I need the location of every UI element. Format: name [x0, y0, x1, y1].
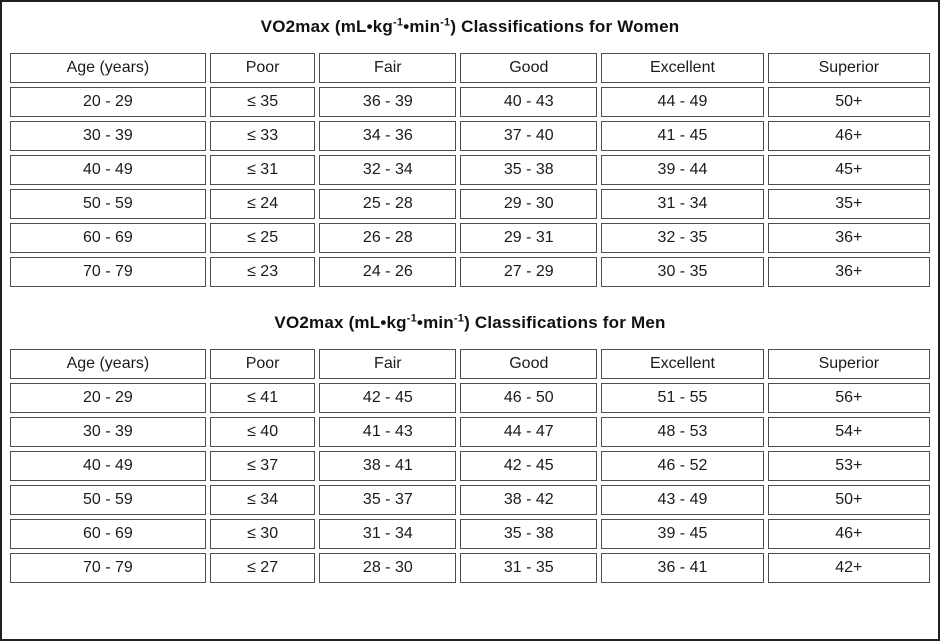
title-text: ) Classifications for Women	[450, 17, 680, 36]
table-cell: ≤ 31	[210, 155, 316, 185]
table-cell: 46 - 50	[460, 383, 597, 413]
table-cell: 70 - 79	[10, 553, 206, 583]
table-cell: 30 - 35	[601, 257, 763, 287]
men-table	[6, 345, 934, 587]
table-cell: 46+	[768, 121, 930, 151]
table-cell: 50 - 59	[10, 485, 206, 515]
table-cell: 38 - 41	[319, 451, 456, 481]
table-cell: 32 - 35	[601, 223, 763, 253]
table-cell: 32 - 34	[319, 155, 456, 185]
table-cell: 48 - 53	[601, 417, 763, 447]
table-cell: 25 - 28	[319, 189, 456, 219]
table-row	[10, 417, 930, 447]
table-cell: 34 - 36	[319, 121, 456, 151]
table-cell: 60 - 69	[10, 223, 206, 253]
table-cell: 40 - 49	[10, 155, 206, 185]
header-row	[10, 349, 930, 379]
table-cell: 20 - 29	[10, 87, 206, 117]
title-superscript: -1	[453, 312, 465, 325]
table-cell: 44 - 49	[601, 87, 763, 117]
table-cell: 39 - 45	[601, 519, 763, 549]
table-cell: 50+	[768, 485, 930, 515]
table-cell: 46 - 52	[601, 451, 763, 481]
table-cell: 38 - 42	[460, 485, 597, 515]
table-cell: 60 - 69	[10, 519, 206, 549]
column-header-excellent: Excellent	[601, 53, 763, 83]
table-cell: 50+	[768, 87, 930, 117]
column-header-superior: Superior	[768, 349, 930, 379]
table-cell: 42 - 45	[319, 383, 456, 413]
table-cell: ≤ 35	[210, 87, 316, 117]
title-superscript: -1	[406, 312, 417, 325]
table-cell: 46+	[768, 519, 930, 549]
title-text: •min	[403, 17, 441, 36]
table-cell: 53+	[768, 451, 930, 481]
table-cell: 35 - 38	[460, 519, 597, 549]
table-cell: 45+	[768, 155, 930, 185]
table-cell: 30 - 39	[10, 417, 206, 447]
table-cell: 50 - 59	[10, 189, 206, 219]
table-cell: 29 - 31	[460, 223, 597, 253]
table-cell: 35 - 37	[319, 485, 456, 515]
table-cell: 36 - 41	[601, 553, 763, 583]
table-row	[10, 223, 930, 253]
table-row	[10, 87, 930, 117]
column-header-fair: Fair	[319, 349, 456, 379]
table-cell: 30 - 39	[10, 121, 206, 151]
title-superscript: -1	[440, 16, 451, 29]
table-cell: 40 - 49	[10, 451, 206, 481]
title-text: VO2max (mL•kg	[260, 17, 393, 36]
men-table-section	[6, 313, 934, 587]
table-cell: 51 - 55	[601, 383, 763, 413]
table-cell: ≤ 27	[210, 553, 316, 583]
table-cell: 27 - 29	[460, 257, 597, 287]
table-row	[10, 485, 930, 515]
title-text: VO2max (mL•kg	[274, 313, 407, 332]
column-header-good: Good	[460, 349, 597, 379]
table-cell: ≤ 41	[210, 383, 316, 413]
table-cell: ≤ 33	[210, 121, 316, 151]
table-cell: 41 - 43	[319, 417, 456, 447]
table-cell: 26 - 28	[319, 223, 456, 253]
table-row	[10, 121, 930, 151]
table-cell: 35+	[768, 189, 930, 219]
table-cell: 54+	[768, 417, 930, 447]
table-row	[10, 451, 930, 481]
table-cell: 36+	[768, 223, 930, 253]
women-table-section	[6, 17, 934, 291]
table-cell: 39 - 44	[601, 155, 763, 185]
table-cell: 70 - 79	[10, 257, 206, 287]
table-row	[10, 383, 930, 413]
table-cell: ≤ 23	[210, 257, 316, 287]
column-header-age: Age (years)	[10, 53, 206, 83]
table-cell: ≤ 24	[210, 189, 316, 219]
table-cell: 37 - 40	[460, 121, 597, 151]
table-cell: ≤ 37	[210, 451, 316, 481]
women-table-title	[6, 17, 934, 37]
men-table-title	[6, 313, 934, 333]
table-cell: 31 - 35	[460, 553, 597, 583]
column-header-good: Good	[460, 53, 597, 83]
table-cell: 24 - 26	[319, 257, 456, 287]
title-superscript: -1	[393, 16, 404, 29]
table-row	[10, 519, 930, 549]
table-cell: 40 - 43	[460, 87, 597, 117]
table-cell: 42+	[768, 553, 930, 583]
table-cell: 28 - 30	[319, 553, 456, 583]
table-cell: ≤ 34	[210, 485, 316, 515]
table-row	[10, 553, 930, 583]
table-cell: ≤ 30	[210, 519, 316, 549]
table-cell: 42 - 45	[460, 451, 597, 481]
table-cell: 43 - 49	[601, 485, 763, 515]
table-cell: 36 - 39	[319, 87, 456, 117]
table-row	[10, 189, 930, 219]
column-header-superior: Superior	[768, 53, 930, 83]
table-row	[10, 257, 930, 287]
table-cell: ≤ 25	[210, 223, 316, 253]
column-header-poor: Poor	[210, 53, 316, 83]
table-cell: 35 - 38	[460, 155, 597, 185]
table-cell: 36+	[768, 257, 930, 287]
women-table	[6, 49, 934, 291]
table-cell: 44 - 47	[460, 417, 597, 447]
column-header-excellent: Excellent	[601, 349, 763, 379]
title-text: ) Classifications for Men	[464, 313, 666, 332]
table-cell: ≤ 40	[210, 417, 316, 447]
title-text: •min	[416, 313, 454, 332]
header-row	[10, 53, 930, 83]
table-cell: 31 - 34	[319, 519, 456, 549]
table-cell: 56+	[768, 383, 930, 413]
table-cell: 29 - 30	[460, 189, 597, 219]
column-header-age: Age (years)	[10, 349, 206, 379]
table-cell: 41 - 45	[601, 121, 763, 151]
table-cell: 20 - 29	[10, 383, 206, 413]
table-cell: 31 - 34	[601, 189, 763, 219]
column-header-fair: Fair	[319, 53, 456, 83]
column-header-poor: Poor	[210, 349, 316, 379]
table-row	[10, 155, 930, 185]
